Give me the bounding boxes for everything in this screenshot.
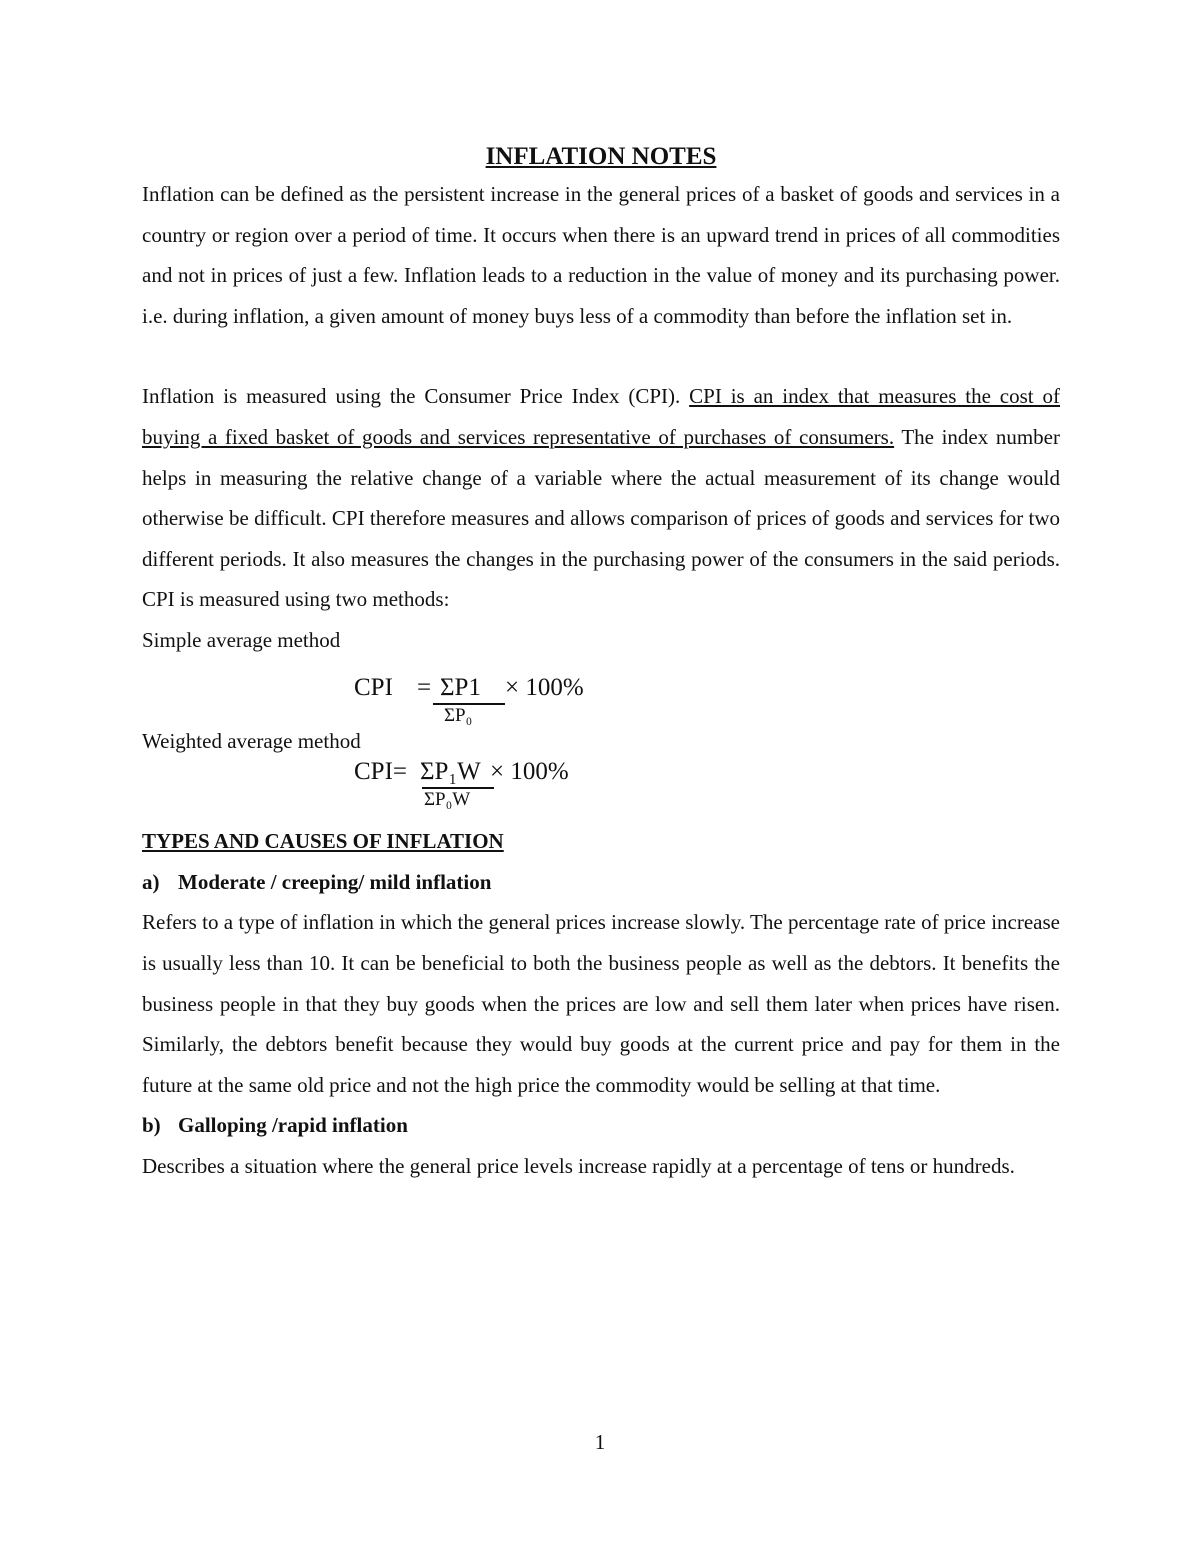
page-number: 1: [594, 1430, 606, 1454]
subheading-text: Moderate / creeping/ mild inflation: [178, 869, 492, 894]
formula-multiplier: × 100%: [490, 758, 569, 786]
formula-equals: =: [417, 673, 432, 701]
cpi-paragraph: [142, 376, 1060, 620]
list-letter: b): [142, 1113, 161, 1138]
page-title: INFLATION NOTES: [485, 143, 717, 170]
formula-numerator: ΣP₁W: [420, 758, 481, 786]
subheading-text: Galloping /rapid inflation: [178, 1113, 408, 1138]
galloping-inflation-paragraph: Describes a situation where the general price levels increase rapidly at a percentage of tens or hundreds.: [142, 1153, 1015, 1178]
formula-numerator: ΣP1: [440, 673, 481, 701]
formula-denominator: ΣP₀W: [424, 789, 471, 811]
section-heading: TYPES AND CAUSES OF INFLATION: [142, 829, 504, 854]
cpi-rest-text: The index number helps in measuring the relative change of a variable where the actual measurement of its change would otherwise be difficult. CPI therefore measures and allows comparison of prices of goods and services for two different periods. It also measures the changes in the purchasing power of the consumers in the said periods. CPI is measured using two methods:: [142, 424, 1060, 612]
cpi-definition-underlined: CPI is an index that measures the cost of buying a fixed basket of goods and services representative of purchases of consumers.: [142, 384, 1060, 449]
subheading-galloping-inflation: [142, 1105, 1060, 1146]
subheading-moderate-inflation: [142, 862, 1060, 903]
formula-multiplier: × 100%: [505, 673, 584, 701]
formula-cpi-label: CPI: [354, 673, 393, 701]
weighted-method-label: Weighted average method: [142, 728, 361, 753]
simple-method-label: Simple average method: [142, 627, 341, 652]
formula-cpi-label: CPI=: [354, 758, 408, 786]
definition-paragraph: Inflation can be defined as the persistent increase in the general prices of a basket of goods and services in a country or region over a period of time. It occurs when there is an upward trend in prices of all commodities and not in prices of just a few. Inflation leads to a reduction in the value of money and its purchasing power. i.e. during inflation, a given amount of money buys less of a commodity than before the inflation set in.: [142, 182, 1060, 328]
moderate-inflation-paragraph: Refers to a type of inflation in which the general prices increase slowly. The percentage rate of price increase is usually less than 10. It can be beneficial to both the business people as well as the debtors. It benefits the business people in that they buy goods when the prices are low and sell them later when prices have risen. Similarly, the debtors benefit because they would buy goods at the current price and pay for them in the future at the same old price and not the high price the commodity would be selling at that time.: [142, 910, 1060, 1097]
simple-average-formula: [142, 661, 1060, 726]
paragraph-gap: [142, 336, 1060, 376]
cpi-intro-text: Inflation is measured using the Consumer Price Index (CPI).: [142, 384, 690, 409]
document-body: [142, 140, 1060, 1186]
weighted-average-formula: [142, 758, 1060, 821]
formula-denominator: ΣP₀: [444, 704, 473, 726]
list-letter: a): [142, 869, 160, 894]
